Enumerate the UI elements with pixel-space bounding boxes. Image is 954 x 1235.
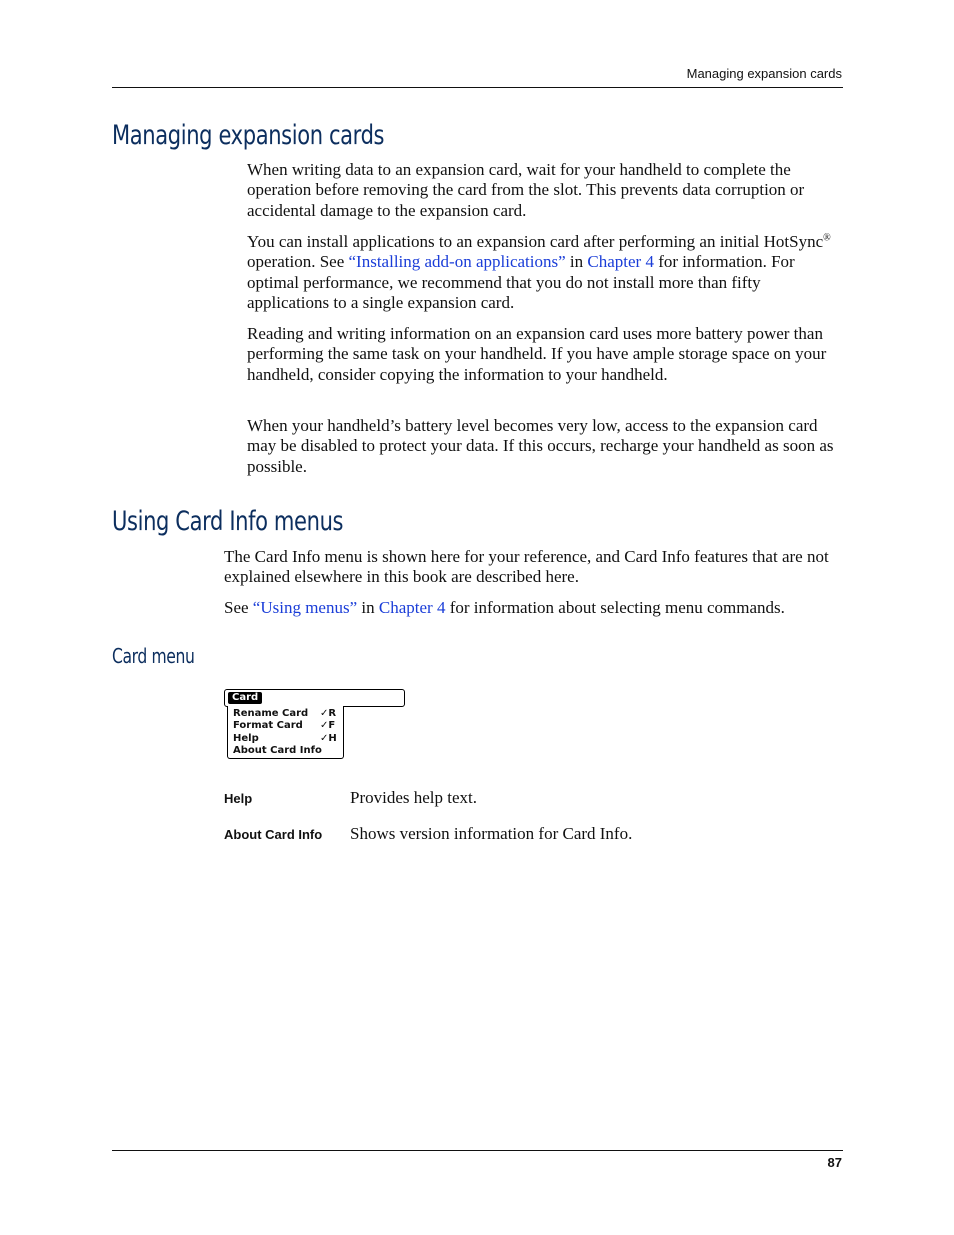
paragraph-install-applications: You can install applications to an expansion card after performing an initial HotSync® operation. See “Installing add-on applications” in Chapter 4 for information. For optimal performance, we recommend that you do not install more than fifty applications to a single expansion card. bbox=[247, 232, 831, 313]
shortcut-label: ✓F bbox=[320, 720, 336, 732]
link-using-menus[interactable]: “Using menus” bbox=[252, 598, 358, 617]
shortcut-label: ✓H bbox=[320, 732, 337, 744]
link-chapter-4[interactable]: Chapter 4 bbox=[378, 598, 446, 617]
section-title-managing-expansion-cards: Managing expansion cards bbox=[112, 120, 385, 151]
section-title-using-card-info-menus: Using Card Info menus bbox=[112, 506, 344, 537]
footer-rule bbox=[112, 1150, 843, 1151]
menu-item-help: Help ✓H bbox=[233, 732, 337, 744]
definition-desc-help: Provides help text. bbox=[350, 788, 478, 807]
subsection-title-card-menu: Card menu bbox=[112, 644, 195, 668]
link-chapter-4[interactable]: Chapter 4 bbox=[587, 252, 654, 272]
paragraph-battery-power: Reading and writing information on an expansion card uses more battery power than performing the same task on your handheld. If you have ample storage space on your handheld, consider copying the information to your handheld. bbox=[247, 324, 827, 384]
paragraph-battery-low: When your handheld’s battery level becomes very low, access to the expansion card may be disabled to protect your data. If this occurs, recharge your handheld as soon as possible. bbox=[247, 416, 834, 476]
page-number: 87 bbox=[827, 1155, 842, 1170]
shortcut-label: ✓R bbox=[320, 708, 337, 719]
paragraph-see-using-menus: See “Using menus” in Chapter 4 for information about selecting menu commands. bbox=[224, 598, 785, 617]
menu-bar bbox=[224, 689, 405, 707]
menu-title-card: Card bbox=[228, 692, 262, 704]
link-installing-add-on-applications[interactable]: “Installing add-on applications” bbox=[348, 252, 566, 272]
paragraph-card-info-menu: The Card Info menu is shown here for your reference, and Card Info features that are not explained elsewhere in this book are described here. bbox=[224, 547, 829, 587]
menu-item-about-card-info: About Card Info bbox=[233, 744, 322, 756]
registered-mark: ® bbox=[823, 232, 831, 244]
definition-desc-about-card-info: Shows version information for Card Info. bbox=[350, 824, 633, 843]
menu-dropdown bbox=[227, 706, 344, 759]
paragraph-writing-data: When writing data to an expansion card, wait for your handheld to complete the operation before removing the card from the slot. This prevents data corruption or accidental damage to the expansion card. bbox=[247, 160, 805, 220]
menu-item-rename-card: Rename Card ✓R bbox=[233, 708, 337, 719]
header-rule bbox=[112, 87, 843, 88]
definition-term-about-card-info: About Card Info bbox=[224, 827, 323, 842]
menu-item-format-card: Format Card ✓F bbox=[233, 720, 336, 732]
definition-term-help: Help bbox=[224, 791, 253, 806]
running-head: Managing expansion cards bbox=[686, 66, 842, 81]
